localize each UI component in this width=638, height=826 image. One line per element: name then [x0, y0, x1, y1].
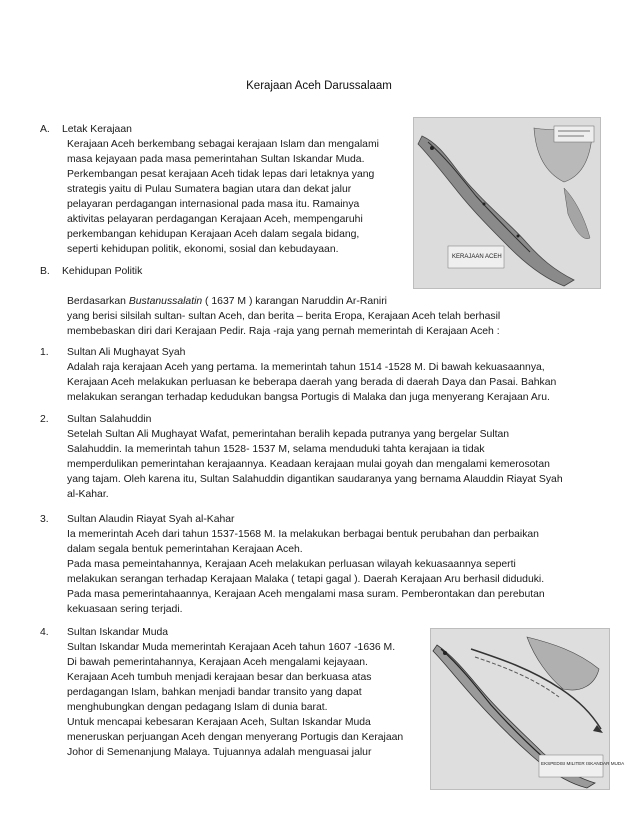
sultan-line: Pada masa pemeintahannya, Kerajaan Aceh melakukan perluasan wilayah kekuasaannya seperti	[67, 559, 516, 570]
map2-label: EKSPEDISI MILITER ISKANDAR MUDA	[541, 761, 625, 766]
section-a-line: pelayaran perdagangan internasional pada masa itu. Ramainya	[67, 199, 360, 210]
section-b-heading: Kehidupan Politik	[62, 266, 143, 277]
sultan-line: menghubungkan dengan pedagang Islam di dunia barat.	[67, 702, 328, 713]
section-b-marker: B.	[40, 266, 50, 277]
sultan-line: Ia memerintah Aceh dari tahun 1537-1568 M. Ia melakukan berbagai bentuk perubahan dan perbaikan	[67, 529, 539, 540]
sultan-line: perdagangan Islam, bahkan menjadi bandar transito yang dapat	[67, 687, 362, 698]
map1-label: KERAJAAN ACEH	[452, 254, 502, 260]
section-b-line: yang berisi silsilah sultan- sultan Aceh, dan berita – berita Eropa, Kerajaan Aceh telah berhasil	[67, 311, 501, 322]
sultan-line: dalam segala bentuk pemerintahan Kerajaan Aceh.	[67, 544, 303, 555]
sultan-line: Kerajaan Aceh tumbuh menjadi kerajaan besar dan berkuasa atas	[67, 672, 372, 683]
sultan-line: Pada masa pemerintahaannya, Kerajaan Aceh mengalami masa suram. Pemberontakan dan perebutan	[67, 589, 545, 600]
list-number: 4.	[40, 627, 49, 638]
sultan-line: meneruskan perjuangan Aceh dengan menyerang Portugis dan Kerajaan	[67, 732, 404, 743]
sultan-line: Salahuddin. Ia memerintah tahun 1528- 1537 M, selama menduduki tahta kerajaan ia tidak	[67, 444, 485, 455]
section-a-line: Kerajaan Aceh berkembang sebagai kerajaan Islam dan mengalami	[67, 139, 379, 150]
section-b-line: membebaskan diri dari Kerajaan Pedir. Raja -raja yang pernah memerintah di Kerajaan Aceh :	[67, 326, 500, 337]
sultan-name: Sultan Ali Mughayat Syah	[67, 347, 186, 358]
sultan-line: Sultan Iskandar Muda memerintah Kerajaan Aceh tahun 1607 -1636 M.	[67, 642, 396, 653]
sultan-name: Sultan Iskandar Muda	[67, 627, 169, 638]
section-b-intro-suffix: ( 1637 M ) karangan Naruddin Ar-Raniri	[202, 296, 387, 307]
section-a-heading: Letak Kerajaan	[62, 124, 132, 135]
sumatra-map-image	[413, 117, 601, 289]
sultan-name: Sultan Alaudin Riayat Syah al-Kahar	[67, 514, 235, 525]
list-number: 3.	[40, 514, 49, 525]
sultan-line: Di bawah pemerintahannya, Kerajaan Aceh mengalami kejayaan.	[67, 657, 368, 668]
sultan-line: Johor di Semenanjung Malaya. Tujuannya adalah menguasai jalur	[67, 747, 372, 758]
sultan-line: yang tajam. Oleh karena itu, Sultan Salahuddin digantikan saudaranya yang bernama Alauddin Riayat Syah	[67, 474, 563, 485]
sultan-name: Sultan Salahuddin	[67, 414, 152, 425]
sultan-line: memperdulikan pemerintahan kerajaannya. Keadaan kerajaan mulai goyah dan mengalami kemerosotan	[67, 459, 550, 470]
list-number: 2.	[40, 414, 49, 425]
page-title: Kerajaan Aceh Darussalaam	[246, 80, 392, 92]
sultan-line: al-Kahar.	[67, 489, 109, 500]
sultan-line: Setelah Sultan Ali Mughayat Wafat, pemerintahan beralih kepada putranya yang bergelar Sultan	[67, 429, 510, 440]
sultan-line: Untuk mencapai kebesaran Kerajaan Aceh, Sultan Iskandar Muda	[67, 717, 371, 728]
expedition-map-image	[430, 628, 625, 790]
sultan-line: kekuasaan sering terjadi.	[67, 604, 183, 615]
section-a-line: perkembangan kehidupan Kerajaan Aceh dalam segala bidang,	[67, 229, 360, 240]
section-a-line: masa kejayaan pada masa pemerintahan Sultan Iskandar Muda.	[67, 154, 365, 165]
section-b-intro	[67, 294, 387, 310]
section-a-line: seperti kehidupan politik, ekonomi, sosial dan kebudayaan.	[67, 244, 339, 255]
section-a-line: Perkembangan pesat kerajaan Aceh tidak lepas dari letaknya yang	[67, 169, 375, 180]
map-sumatra-aceh-icon	[414, 118, 600, 288]
map-iskandar-muda-expedition-icon	[431, 629, 625, 789]
sultan-line: Kerajaan Aceh melakukan perluasan ke beberapa daerah yang berada di daerah Daya dan Pasai. Bahkan	[67, 377, 557, 388]
source-title: Bustanussalatin	[128, 296, 203, 307]
list-number: 1.	[40, 347, 49, 358]
sultan-line: Adalah raja kerajaan Aceh yang pertama. Ia memerintah tahun 1514 -1528 M. Di bawah kekuasaannya,	[67, 362, 545, 373]
section-a-marker: A.	[40, 124, 50, 135]
section-a-line: aktivitas pelayaran perdagangan Kerajaan Aceh, mempengaruhi	[67, 214, 363, 225]
section-a-line: strategis yaitu di Pulau Sumatera bagian utara dan dekat jalur	[67, 184, 352, 195]
sultan-line: melakukan serangan terhadap kedudukan bangsa Portugis di Malaka dan juga menyerang Kerajaan Aru.	[67, 392, 550, 403]
sultan-line: melakukan serangan terhadap Kerajaan Malaka ( tetapi gagal ). Daerah Kerajaan Aru berhasil diduduki.	[67, 574, 545, 585]
section-b-intro-prefix: Berdasarkan	[67, 296, 129, 307]
